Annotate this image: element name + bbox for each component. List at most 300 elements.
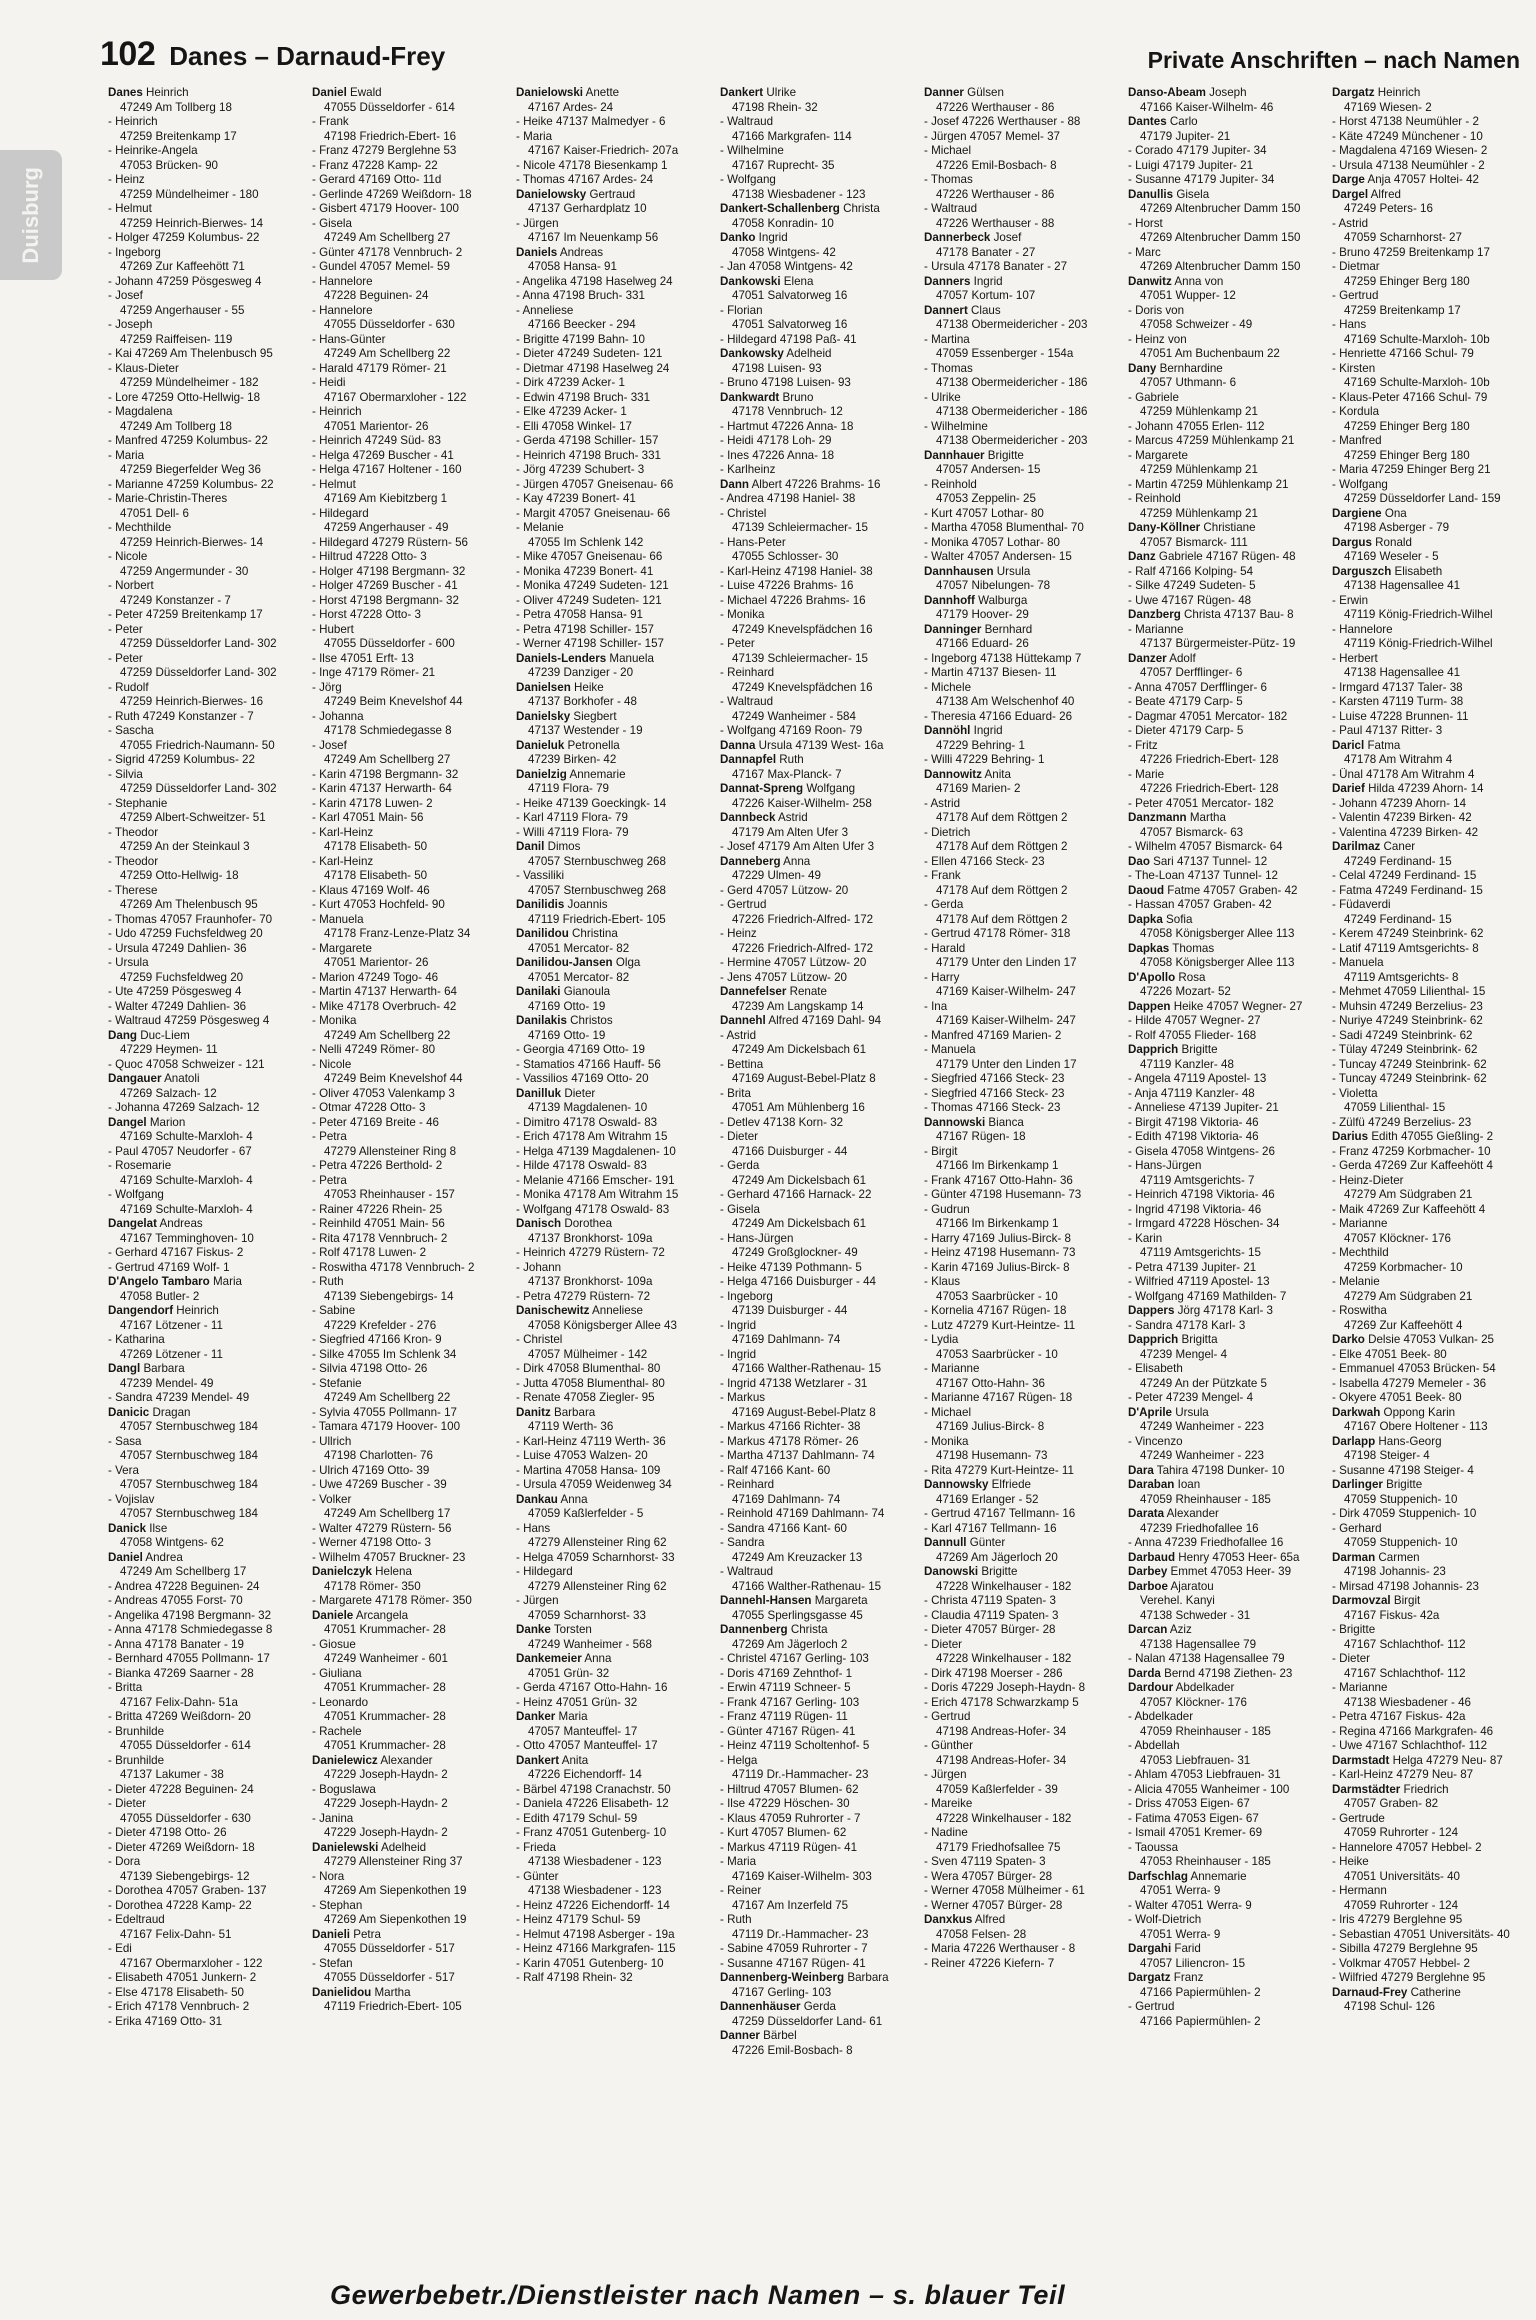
person-entry: - Josef 47226 Werthauser - 88 <box>924 115 1081 128</box>
person-entry: - Luise 47053 Walzen- 20 <box>516 1449 648 1462</box>
person-entry: - Gisela 47058 Wintgens- 26 <box>1128 1144 1275 1158</box>
person-entry: - Frank <box>312 115 349 128</box>
surname: Danes <box>108 86 143 99</box>
address-line: 47249 Wanheimer - 223 <box>1140 1420 1264 1433</box>
address-line: 47198 Asberger - 79 <box>1344 521 1450 534</box>
person-entry: - Marie <box>1128 767 1165 781</box>
person-entry: - Henriette 47166 Schul- 79 <box>1332 347 1474 360</box>
person-entry: - Dieter 47228 Beguinen- 24 <box>108 1782 254 1796</box>
address-line: 47167 Kaiser-Friedrich- 207a <box>528 144 679 157</box>
address-line: 47259 Mündelheimer - 180 <box>120 187 259 201</box>
surname: Danz <box>1128 550 1156 563</box>
address-line: 47228 Beguinen- 24 <box>324 289 429 302</box>
address-line: 47249 Am Dickelsbach 61 <box>732 1043 867 1056</box>
person-entry: - Heike 47137 Malmedyer - 6 <box>516 115 666 128</box>
address-line: 47166 Papiermühlen- 2 <box>1140 2014 1261 2028</box>
person-entry: - Ingeborg 47138 Hüttekamp 7 <box>924 651 1082 665</box>
address-line: 47051 Dell- 6 <box>120 506 189 520</box>
entry-rest: Alfred 47169 Dahl- 94 <box>765 1014 882 1027</box>
surname-entry <box>1332 1406 1526 1421</box>
address-line: 47057 Sternbuschweg 184 <box>120 1420 258 1433</box>
person-entry: - Doris 47169 Zehnthof- 1 <box>720 1666 853 1680</box>
person-entry: - Sibilla 47279 Berglehne 95 <box>1332 1942 1478 1955</box>
address-line: 47138 Obermeidericher - 186 <box>936 376 1088 389</box>
address-line: 47053 Saarbrücker - 10 <box>936 1347 1058 1361</box>
page-number: 102 <box>100 35 156 73</box>
surname-entry <box>516 956 710 971</box>
entry-rest: Birgit <box>1390 1594 1421 1607</box>
person-entry: - Marianne <box>1332 1217 1388 1230</box>
address-line: 47249 Am Tollberg 18 <box>120 419 232 433</box>
surname: Dangelat <box>108 1217 157 1230</box>
entry-rest: Abdelkader <box>1173 1681 1235 1694</box>
person-entry: - Michael 47226 Brahms- 16 <box>720 593 866 607</box>
person-entry: - Regina 47166 Markgrafen- 46 <box>1332 1724 1494 1738</box>
person-entry: - Gisela <box>312 216 352 230</box>
surname-entry <box>924 449 1118 464</box>
person-entry: - Siegfried 47166 Steck- 23 <box>924 1086 1065 1100</box>
address-line: 47058 Wintgens- 42 <box>732 245 836 259</box>
person-entry: - Gerhard 47167 Fiskus- 2 <box>108 1246 244 1259</box>
entry-rest: Oppong Karin <box>1380 1405 1456 1419</box>
person-entry: - Hermine 47057 Lützow- 20 <box>720 956 867 969</box>
address-line: 47057 Bismarck- 63 <box>1140 825 1244 839</box>
person-entry: - Gisbert 47179 Hoover- 100 <box>312 202 459 215</box>
address-line: 47058 Konradin- 10 <box>732 216 834 230</box>
entry-rest: Edith 47055 Gießling- 2 <box>1368 1130 1494 1143</box>
address-line: 47259 Heinrich-Bierwes- 16 <box>120 695 264 708</box>
surname: Daraban <box>1128 1478 1175 1491</box>
address-line: 47259 Raiffeisen- 119 <box>120 332 233 346</box>
entry-rest: Annemarie <box>1187 1869 1247 1883</box>
person-entry: - Beate 47179 Carp- 5 <box>1128 695 1243 708</box>
person-entry: - Peter <box>108 651 143 665</box>
address-line: 47119 Werth- 36 <box>528 1420 614 1433</box>
person-entry: - Martin 47137 Herwarth- 64 <box>312 985 457 998</box>
person-entry: - Bettina <box>720 1057 764 1071</box>
surname: Danilidis <box>516 898 565 911</box>
address-line: 47059 Essenberger - 154a <box>936 347 1074 360</box>
address-line: 47228 Winkelhauser - 182 <box>936 1811 1072 1825</box>
person-entry: - Nicole <box>312 1057 352 1071</box>
person-entry: - Dagmar 47051 Mercator- 182 <box>1128 709 1288 723</box>
person-entry: - Ulrich 47169 Otto- 39 <box>312 1463 430 1477</box>
surname-entry <box>108 1029 302 1044</box>
entry-rest: Elena <box>780 274 814 288</box>
address-line: 47053 Saarbrücker - 10 <box>936 1289 1058 1303</box>
surname-entry <box>516 1623 710 1638</box>
surname-entry <box>516 188 710 203</box>
person-entry: - Harald <box>924 941 966 955</box>
entry-rest: Friedrich <box>1400 1782 1449 1796</box>
address-line: 47138 Wiesbadener - 123 <box>528 1855 662 1868</box>
person-entry: - Karl 47051 Main- 56 <box>312 811 424 824</box>
person-entry: - Mechthild <box>1332 1246 1389 1259</box>
surname: Dannbeck <box>720 811 776 824</box>
address-line: 47229 Krefelder - 276 <box>324 1318 437 1332</box>
person-entry: - Kerem 47249 Steinbrink- 62 <box>1332 927 1484 940</box>
address-line: 47055 Düsseldorfer - 600 <box>324 637 455 650</box>
address-line: 47259 Angermunder - 30 <box>120 564 249 578</box>
entry-rest: Wolfgang <box>803 782 856 795</box>
address-line: 47138 Hagensallee 79 <box>1140 1637 1257 1651</box>
address-line: 47055 Düsseldorfer - 517 <box>324 1942 455 1955</box>
person-entry: - Petra 47139 Jupiter- 21 <box>1128 1260 1257 1274</box>
person-entry: - Ingrid <box>720 1347 757 1361</box>
person-entry: - Siegfried 47166 Steck- 23 <box>924 1072 1065 1085</box>
entry-rest: Joseph <box>1205 86 1247 99</box>
surname-entry <box>924 1536 1118 1551</box>
surname-entry <box>312 1928 506 1943</box>
person-entry: - Rolf 47055 Flieder- 168 <box>1128 1028 1257 1042</box>
address-line: 47226 Friedrich-Ebert- 128 <box>1140 753 1279 766</box>
surname-entry <box>1128 86 1322 101</box>
person-entry: - Reinhard <box>720 1478 775 1491</box>
entry-rest: Alexander <box>377 1753 433 1767</box>
address-line: 47169 Schulte-Marxloh- 4 <box>120 1202 253 1216</box>
address-line: 47167 Am Inzerfeld 75 <box>732 1898 849 1912</box>
surname: Darilmaz <box>1332 840 1381 853</box>
person-entry: - Hannelore <box>312 303 373 317</box>
address-line: 47259 Mühlenkamp 21 <box>1140 506 1258 520</box>
person-entry: - Horst 47138 Neumühler - 2 <box>1332 115 1479 128</box>
person-entry: - Kordula <box>1332 405 1380 418</box>
address-line: 47058 Schweizer - 49 <box>1140 318 1253 331</box>
person-entry: - Dorothea 47057 Graben- 137 <box>108 1884 267 1897</box>
person-entry: - Helga <box>720 1753 758 1767</box>
address-line: 47169 Am Kiebitzberg 1 <box>324 492 448 505</box>
address-line: 47259 Biegerfelder Weg 36 <box>120 463 261 476</box>
person-entry: - Jörg 47239 Schubert- 3 <box>516 463 645 476</box>
address-line: 47269 Am Siepenkothen 19 <box>324 1913 467 1926</box>
person-entry: - Hans-Jürgen <box>720 1231 794 1245</box>
entry-rest: Carmen <box>1375 1550 1420 1564</box>
surname: Danna <box>720 738 756 752</box>
person-entry: - Oliver 47249 Sudeten- 121 <box>516 593 662 607</box>
surname-entry <box>1128 1565 1322 1580</box>
address-line: 47239 Mendel- 49 <box>120 1376 214 1390</box>
person-entry: - Hildegard <box>312 506 369 520</box>
person-entry: - Gerard 47169 Otto- 11d <box>312 173 442 186</box>
person-entry: - Margarete 47178 Römer- 350 <box>312 1594 472 1607</box>
address-line: 47259 Ehinger Berg 180 <box>1344 419 1470 433</box>
surname-entry <box>516 246 710 261</box>
surname-entry <box>1128 1406 1322 1421</box>
surname-entry <box>924 768 1118 783</box>
person-entry: - Holger 47198 Bergmann- 32 <box>312 564 466 578</box>
address-line: 47119 Amtsgerichts- 8 <box>1344 970 1459 984</box>
column-7 <box>1332 86 1526 2276</box>
person-entry: - Else 47178 Elisabeth- 50 <box>108 1985 244 1999</box>
surname-entry <box>516 1710 710 1725</box>
address-line: 47053 Liebfrauen- 31 <box>1140 1753 1251 1767</box>
entry-rest: Hans-Georg <box>1375 1434 1442 1448</box>
person-entry: - Gerd 47057 Lützow- 20 <box>720 883 849 897</box>
entry-rest: Ursula 47139 West- 16a <box>755 738 884 752</box>
person-entry: - Doris 47229 Joseph-Haydn- 8 <box>924 1681 1086 1694</box>
person-entry: - Hermann <box>1332 1884 1387 1897</box>
address-line: 47239 Birken- 42 <box>528 753 617 766</box>
address-line: 47198 Friedrich-Ebert- 16 <box>324 129 457 143</box>
entry-rest: Martha <box>371 1985 411 1999</box>
address-line: 47178 Elisabeth- 50 <box>324 869 428 882</box>
entry-rest: Anna <box>557 1492 588 1506</box>
surname-entry <box>1332 1435 1526 1450</box>
surname: Dany-Köllner <box>1128 521 1201 534</box>
address-line: 47169 Marien- 2 <box>936 782 1021 795</box>
surname-entry <box>720 1594 914 1609</box>
surname: Dangel <box>108 1115 147 1129</box>
surname-entry <box>108 1362 302 1377</box>
person-entry: - Jürgen <box>516 216 559 230</box>
address-line: 47229 Joseph-Haydn- 2 <box>324 1768 448 1781</box>
surname-entry <box>108 1522 302 1537</box>
person-entry: - Valentin 47239 Birken- 42 <box>1332 811 1472 824</box>
surname: Danner <box>924 86 964 99</box>
address-line: 47226 Mozart- 52 <box>1140 985 1231 998</box>
surname-entry <box>1128 1464 1322 1479</box>
address-line: 47249 Knevelspfädchen 16 <box>732 622 873 636</box>
person-entry: - Kornelia 47167 Rügen- 18 <box>924 1304 1067 1317</box>
person-entry: - Petra 47279 Rüstern- 72 <box>516 1289 651 1303</box>
person-entry: - Ellen 47166 Steck- 23 <box>924 854 1045 868</box>
person-entry: - Franz 47259 Korbmacher- 10 <box>1332 1144 1491 1158</box>
address-line: 47057 Manteuffel- 17 <box>528 1724 638 1738</box>
person-entry: - Mehmet 47059 Lilienthal- 15 <box>1332 985 1486 998</box>
surname-entry <box>720 782 914 797</box>
address-line: 47166 Walther-Rathenau- 15 <box>732 1362 882 1375</box>
person-entry: - Heinrich <box>312 405 362 418</box>
surname-entry <box>516 1406 710 1421</box>
address-line: 47166 Walther-Rathenau- 15 <box>732 1579 882 1593</box>
person-entry: - Andrea 47198 Haniel- 38 <box>720 492 856 505</box>
person-entry: - Vassiliki <box>516 869 565 882</box>
entry-rest: Caner <box>1380 840 1416 853</box>
surname-entry <box>1332 565 1526 580</box>
address-line: 47226 Emil-Bosbach- 8 <box>732 2043 853 2057</box>
person-entry: - Gisela <box>720 1202 760 1216</box>
address-line: 47166 Papiermühlen- 2 <box>1140 1985 1261 1999</box>
person-entry: - Heinz <box>720 927 757 940</box>
address-line: 47269 Am Siepenkothen 19 <box>324 1884 467 1897</box>
address-line: 47229 Joseph-Haydn- 2 <box>324 1797 448 1810</box>
address-line: 47169 Schulte-Marxloh- 4 <box>120 1173 253 1187</box>
person-entry: - Andreas 47055 Forst- 70 <box>108 1594 243 1607</box>
column-4 <box>720 86 914 2276</box>
person-entry: - Michael <box>924 144 972 157</box>
surname: Dargus <box>1332 535 1372 549</box>
person-entry: - Boguslawa <box>312 1782 376 1796</box>
person-entry: - Sasa <box>108 1434 142 1448</box>
address-line: 47057 Sternbuschweg 268 <box>528 854 666 868</box>
address-line: 47055 Friedrich-Naumann- 50 <box>120 738 275 752</box>
address-line: 47059 Ruhrorter - 124 <box>1344 1826 1459 1839</box>
surname: Darnaud-Frey <box>1332 1985 1408 1999</box>
person-entry: - Heidi <box>312 376 346 389</box>
address-line: 47138 Wiesbadener - 46 <box>1344 1695 1471 1709</box>
person-entry: - Brunhilde <box>108 1724 165 1738</box>
address-line: 47057 Sternbuschweg 268 <box>528 883 666 897</box>
surname-entry <box>516 1087 710 1102</box>
entry-rest: Gertraud <box>586 187 636 201</box>
address-line: 47249 An der Pützkate 5 <box>1140 1376 1267 1390</box>
entry-rest: Brigitte <box>1178 1043 1218 1056</box>
person-entry: - Monika 47239 Bonert- 41 <box>516 564 654 578</box>
surname: Danicic <box>108 1405 150 1419</box>
surname-entry <box>1128 115 1322 130</box>
person-entry: - Helmut 47198 Asberger - 19a <box>516 1927 675 1941</box>
person-entry: - Sigrid 47259 Kolumbus- 22 <box>108 753 255 766</box>
address-line: 47055 Düsseldorfer - 517 <box>324 1971 455 1984</box>
person-entry: - Kirsten <box>1332 361 1376 375</box>
person-entry: - Sylvia 47055 Pollmann- 17 <box>312 1405 458 1419</box>
address-line: 47249 Wanheimer - 584 <box>732 709 856 723</box>
surname: Danielewski <box>312 1840 379 1854</box>
surname-entry <box>1128 1870 1322 1885</box>
person-entry: - Heinz 47226 Eichendorff- 14 <box>516 1898 670 1912</box>
surname: Darda <box>1128 1666 1161 1680</box>
address-line: 47249 Beim Knevelshof 44 <box>324 1072 463 1085</box>
person-entry: - Karl-Heinz 47119 Werth- 36 <box>516 1434 666 1448</box>
surname: Dargatz <box>1128 1971 1171 1984</box>
person-entry: - Marianne <box>1128 622 1184 636</box>
address-line: 47269 Am Jägerloch 20 <box>936 1550 1058 1564</box>
person-entry: - Erich 47178 Schwarzkamp 5 <box>924 1695 1079 1709</box>
person-entry: - Paul 47137 Ritter- 3 <box>1332 724 1443 737</box>
person-entry: - Jörg <box>312 680 342 694</box>
surname: D'Angelo Tambaro <box>108 1275 210 1288</box>
address-line: 47259 Angerhauser - 55 <box>120 303 245 317</box>
entry-rest: Josef <box>990 231 1022 244</box>
entry-rest: Sofia <box>1162 912 1193 926</box>
person-entry: - Ulrike <box>924 390 961 404</box>
surname-entry <box>1128 1623 1322 1638</box>
person-entry: - Maria <box>720 1855 757 1868</box>
surname-entry <box>1128 913 1322 928</box>
entry-rest: Günter <box>966 1536 1006 1549</box>
address-line: 47169 Kaiser-Wilhelm- 247 <box>936 1014 1076 1027</box>
person-entry: - Monika <box>924 1434 969 1448</box>
entry-rest: Bernhard <box>981 622 1033 636</box>
surname: Daniel <box>312 86 347 99</box>
person-entry: - Bärbel 47198 Cranachstr. 50 <box>516 1782 671 1796</box>
person-entry: - Ingeborg <box>720 1289 773 1303</box>
person-entry: - Edith 47179 Schul- 59 <box>516 1811 638 1825</box>
address-line: 47169 August-Bebel-Platz 8 <box>732 1405 876 1419</box>
person-entry: - Gerda 47269 Zur Kaffeehött 4 <box>1332 1159 1493 1172</box>
person-entry: - Wolfgang <box>720 173 776 186</box>
person-entry: - Ingeborg <box>108 245 161 259</box>
surname: Danielidou <box>312 1985 372 1999</box>
surname: Dankert-Schallenberg <box>720 202 840 215</box>
address-line: 47198 Charlotten- 76 <box>324 1449 433 1462</box>
address-line: 47198 Luisen- 93 <box>732 361 822 375</box>
address-line: 47169 Otto- 19 <box>528 999 606 1013</box>
person-entry: - Gerhard 47166 Harnack- 22 <box>720 1188 872 1201</box>
person-entry: - Heinz 47051 Grün- 32 <box>516 1695 638 1709</box>
person-entry: - Quoc 47058 Schweizer - 121 <box>108 1057 265 1071</box>
surname: Dantes <box>1128 115 1167 128</box>
surname-entry <box>720 391 914 406</box>
address-line: 47055 Schlosser- 30 <box>732 550 839 563</box>
person-entry: - Melanie <box>1332 1275 1380 1288</box>
person-entry: - Reinhild 47051 Main- 56 <box>312 1217 445 1230</box>
person-entry: - Markus 47119 Rügen- 41 <box>720 1840 858 1854</box>
person-entry: - Ingrid 47198 Viktoria- 46 <box>1128 1202 1262 1216</box>
person-entry: - Mirsad 47198 Johannis- 23 <box>1332 1579 1479 1593</box>
person-entry: - Petra 47058 Hansa- 91 <box>516 608 643 621</box>
address-line: 47169 Otto- 19 <box>528 1028 606 1042</box>
person-entry: - Brigitte 47199 Bahn- 10 <box>516 332 645 346</box>
person-entry: - Helmut <box>312 477 356 491</box>
address-line: 47167 Temminghoven- 10 <box>120 1231 254 1245</box>
surname: Dapka <box>1128 912 1163 926</box>
surname-entry <box>516 681 710 696</box>
address-line: 47057 Klöckner- 176 <box>1344 1231 1451 1245</box>
address-line: 47051 Am Buchenbaum 22 <box>1140 347 1280 360</box>
surname: Danielowski <box>516 86 584 99</box>
person-entry: - Martina 47058 Hansa- 109 <box>516 1463 661 1477</box>
person-entry: - Wolfgang 47169 Roon- 79 <box>720 724 863 737</box>
surname: Danieli <box>312 1927 351 1941</box>
person-entry: - Jens 47057 Lützow- 20 <box>720 970 847 984</box>
person-entry: - Alicia 47055 Wanheimer - 100 <box>1128 1782 1290 1796</box>
address-line: 47137 Bronkhorst- 109a <box>528 1231 653 1245</box>
person-entry: - Sandra 47239 Mendel- 49 <box>108 1391 250 1404</box>
person-entry: - Ralf 47198 Rhein- 32 <box>516 1971 633 1984</box>
address-line: 47057 Nibelungen- 78 <box>936 579 1051 592</box>
surname-entry <box>1332 739 1526 754</box>
address-line: 47057 Uthmann- 6 <box>1140 376 1237 389</box>
person-entry: - Horst 47228 Otto- 3 <box>312 608 421 621</box>
person-entry: - Karin 47198 Bergmann- 32 <box>312 767 459 781</box>
person-entry: - Petra <box>312 1173 347 1187</box>
person-entry: - Tülay 47249 Steinbrink- 62 <box>1332 1043 1478 1056</box>
person-entry: - Mechthilde <box>108 521 172 534</box>
person-entry: - Dieter <box>720 1130 759 1143</box>
surname: Dannowsky <box>924 1478 989 1491</box>
surname-entry <box>1128 884 1322 899</box>
person-entry: - Rita 47279 Kurt-Heintze- 11 <box>924 1463 1074 1477</box>
surname: Darbey <box>1128 1565 1168 1578</box>
address-line: 47057 Kortum- 107 <box>936 289 1036 302</box>
address-line: 47226 Emil-Bosbach- 8 <box>936 158 1057 172</box>
person-entry: - Uwe 47269 Buscher - 39 <box>312 1478 447 1491</box>
person-entry: - Zülfü 47249 Berzelius- 23 <box>1332 1115 1472 1129</box>
person-entry: - Gundel 47057 Memel- 59 <box>312 260 450 273</box>
address-line: 47178 Vennbruch- 12 <box>732 405 843 418</box>
entry-rest: Bärbel <box>759 2029 797 2042</box>
address-line: 47198 Rhein- 32 <box>732 100 818 114</box>
person-entry: - Abdellah <box>1128 1739 1180 1752</box>
person-entry: - Corado 47179 Jupiter- 34 <box>1128 144 1267 157</box>
person-entry: - Vera <box>108 1463 139 1477</box>
person-entry: - Heinz von <box>1128 332 1187 346</box>
person-entry: - Franz 47279 Berglehne 53 <box>312 144 457 157</box>
address-line: 47178 Schmiedegasse 8 <box>324 724 452 737</box>
person-entry: - Markus 47166 Richter- 38 <box>720 1420 861 1433</box>
address-line: 47229 Joseph-Haydn- 2 <box>324 1826 448 1839</box>
person-entry: - Giuliana <box>312 1666 362 1680</box>
person-entry: - Luigi 47179 Jupiter- 21 <box>1128 158 1254 172</box>
entry-rest: Anatoli <box>161 1072 200 1085</box>
surname-entry <box>516 86 710 101</box>
address-line: 47051 Salvatorweg 16 <box>732 318 848 331</box>
address-line: 47259 Albert-Schweitzer- 51 <box>120 811 266 824</box>
person-entry: - Gerlinde 47269 Weißdorn- 18 <box>312 187 472 201</box>
person-entry: - Marc <box>1128 245 1161 259</box>
person-entry: - Michele <box>924 680 972 694</box>
